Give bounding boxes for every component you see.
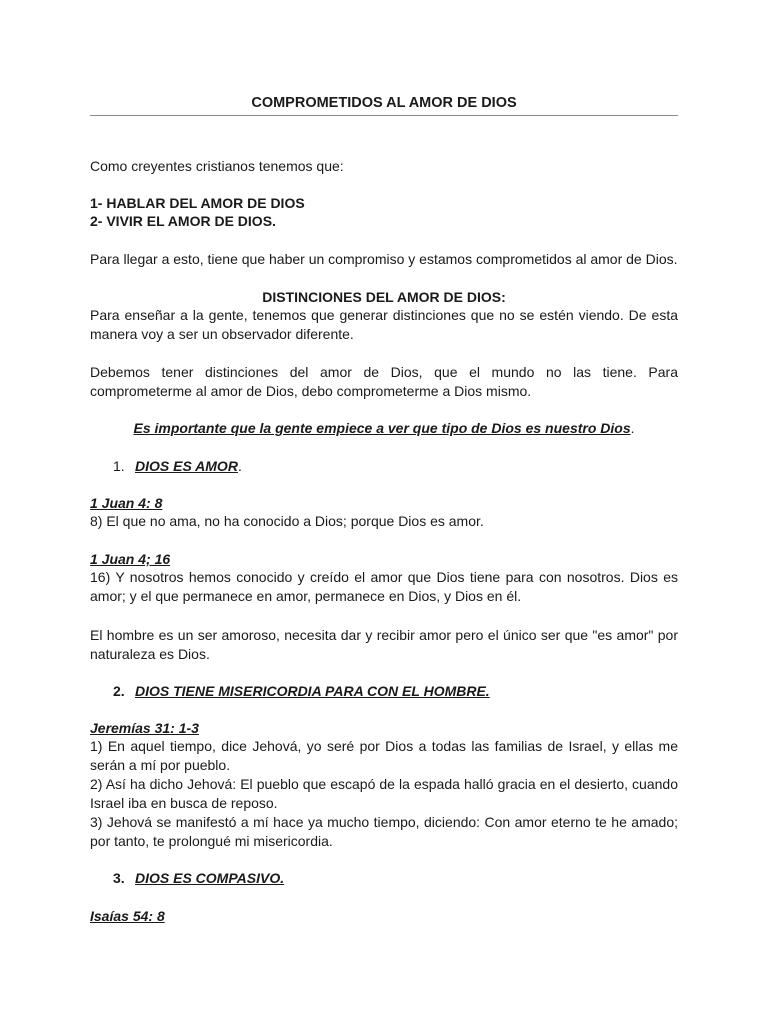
section-1-title: DIOS ES AMOR <box>135 458 238 474</box>
section-1-reference-1 <box>90 494 678 513</box>
distinctions-paragraph-1: Para enseñar a la gente, tenemos que generar distinciones que no se estén viendo. De esta manera voy a ser un observador diferente. <box>90 307 678 342</box>
important-statement-period: . <box>630 420 635 436</box>
point-two: 2- VIVIR EL AMOR DE DIOS. <box>90 213 276 229</box>
section-1-verse-2: 16) Y nosotros hemos conocido y creído el amor que Dios tiene para con nosotros. Dios es amor; y el que permanece en amor, permanece en Dios, y Dios en él. <box>90 569 678 604</box>
section-1-heading <box>113 457 242 476</box>
section-2-number: 2. <box>113 683 125 699</box>
important-statement <box>90 419 678 438</box>
section-3-number: 3. <box>113 870 125 886</box>
section-3-title: DIOS ES COMPASIVO. <box>135 870 285 886</box>
section-2-reference <box>90 719 678 738</box>
section-2-verse-2: 2) Así ha dicho Jehová: El pueblo que escapó de la espada halló gracia en el desierto, cuando Israel iba en busca de reposo. <box>90 776 678 811</box>
distinctions-heading: DISTINCIONES DEL AMOR DE DIOS: <box>262 289 506 305</box>
section-2-heading <box>113 682 490 701</box>
section-3-heading <box>113 869 284 888</box>
title-divider <box>90 115 678 116</box>
section-1-reference-2 <box>90 550 678 569</box>
section-1-reference-2-label: 1 Juan 4; 16 <box>90 551 171 567</box>
section-1-reference-1-label: 1 Juan 4: 8 <box>90 495 163 511</box>
section-2-reference-label: Jeremías 31: 1-3 <box>90 720 199 736</box>
commitment-paragraph: Para llegar a esto, tiene que haber un compromiso y estamos comprometidos al amor de Dios. <box>90 251 678 267</box>
section-2-title: DIOS TIENE MISERICORDIA PARA CON EL HOMBRE. <box>135 683 490 699</box>
important-statement-text: Es importante que la gente empiece a ver que tipo de Dios es nuestro Dios <box>133 420 631 436</box>
section-1-title-period: . <box>237 458 242 474</box>
intro-text: Como creyentes cristianos tenemos que: <box>90 158 344 174</box>
section-2-verse-3: 3) Jehová se manifestó a mí hace ya mucho tiempo, diciendo: Con amor eterno te he amado; por tanto, te prolongué mi misericordia. <box>90 814 678 849</box>
section-3-reference-label: Isaías 54: 8 <box>90 908 165 924</box>
section-2-verse-1: 1) En aquel tiempo, dice Jehová, yo seré por Dios a todas las familias de Israel, y ellas me serán a mí por pueblo. <box>90 738 678 773</box>
document-title: COMPROMETIDOS AL AMOR DE DIOS <box>251 95 517 111</box>
section-1-note: El hombre es un ser amoroso, necesita dar y recibir amor pero el único ser que "es amor" por naturaleza es Dios. <box>90 627 678 662</box>
section-1-verse-1: 8) El que no ama, no ha conocido a Dios; porque Dios es amor. <box>90 513 484 529</box>
section-1-number: 1. <box>113 458 125 474</box>
point-one: 1- HABLAR DEL AMOR DE DIOS <box>90 195 305 211</box>
distinctions-paragraph-2: Debemos tener distinciones del amor de Dios, que el mundo no las tiene. Para comprometerme al amor de Dios, debo comprometerme a Dios mismo. <box>90 364 678 399</box>
section-3-reference <box>90 907 678 926</box>
